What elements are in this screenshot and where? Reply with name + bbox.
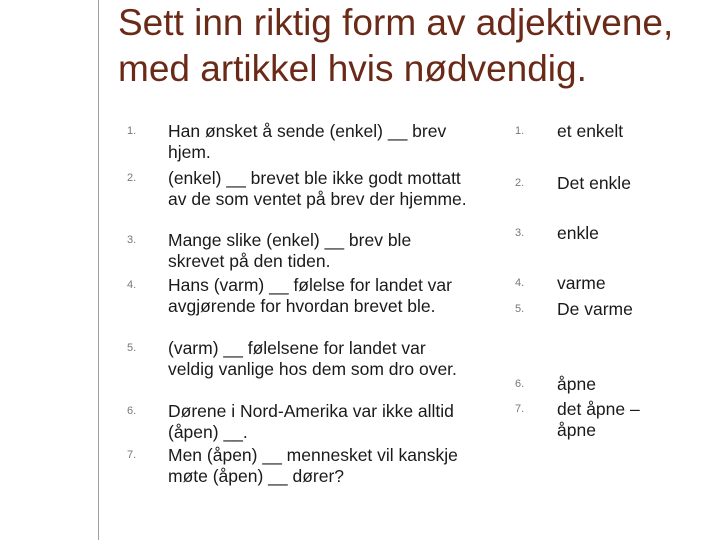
question-text: Hans (varm) __ følelse for landet var avgjørende for hvordan brevet ble. — [168, 275, 452, 316]
question-number: 4. — [127, 279, 137, 291]
answer-number: 7. — [515, 403, 525, 415]
question-text: Han ønsket å sende (enkel) __ brev hjem. — [168, 121, 447, 162]
question-text: Men (åpen) __ mennesket vil kanskje møte (åpen) __ dører? — [168, 445, 458, 486]
answer-text: De varme — [557, 299, 633, 319]
answer-number: 6. — [515, 378, 525, 390]
slide-title: Sett inn riktig form av adjektivene, med artikkel hvis nødvendig. — [118, 2, 674, 89]
question-number: 3. — [127, 234, 137, 246]
question-number: 6. — [127, 405, 137, 417]
answer-number: 2. — [515, 177, 525, 189]
question-number: 1. — [127, 125, 137, 137]
question-number: 7. — [127, 449, 137, 461]
question-text: (enkel) __ brevet ble ikke godt mottatt av de som ventet på brev der hjemme. — [168, 168, 467, 209]
answer-number: 4. — [515, 277, 525, 289]
answer-number: 3. — [515, 227, 525, 239]
answer-number: 1. — [515, 125, 525, 137]
question-number: 2. — [127, 172, 137, 184]
answer-number: 5. — [515, 303, 525, 315]
question-text: Dørene i Nord-Amerika var ikke alltid (åpen) __. — [168, 401, 454, 442]
answer-text: Det enkle — [557, 173, 631, 193]
answer-text: varme — [557, 273, 606, 293]
left-border-rule — [98, 0, 99, 540]
question-text: Mange slike (enkel) __ brev ble skrevet på den tiden. — [168, 230, 412, 271]
question-number: 5. — [127, 342, 137, 354]
answer-text: det åpne – åpne — [557, 399, 640, 440]
question-text: (varm) __ følelsene for landet var veldig vanlige hos dem som dro over. — [168, 338, 457, 379]
answer-text: enkle — [557, 223, 599, 243]
answer-text: et enkelt — [557, 121, 624, 141]
answer-text: åpne — [557, 374, 596, 394]
